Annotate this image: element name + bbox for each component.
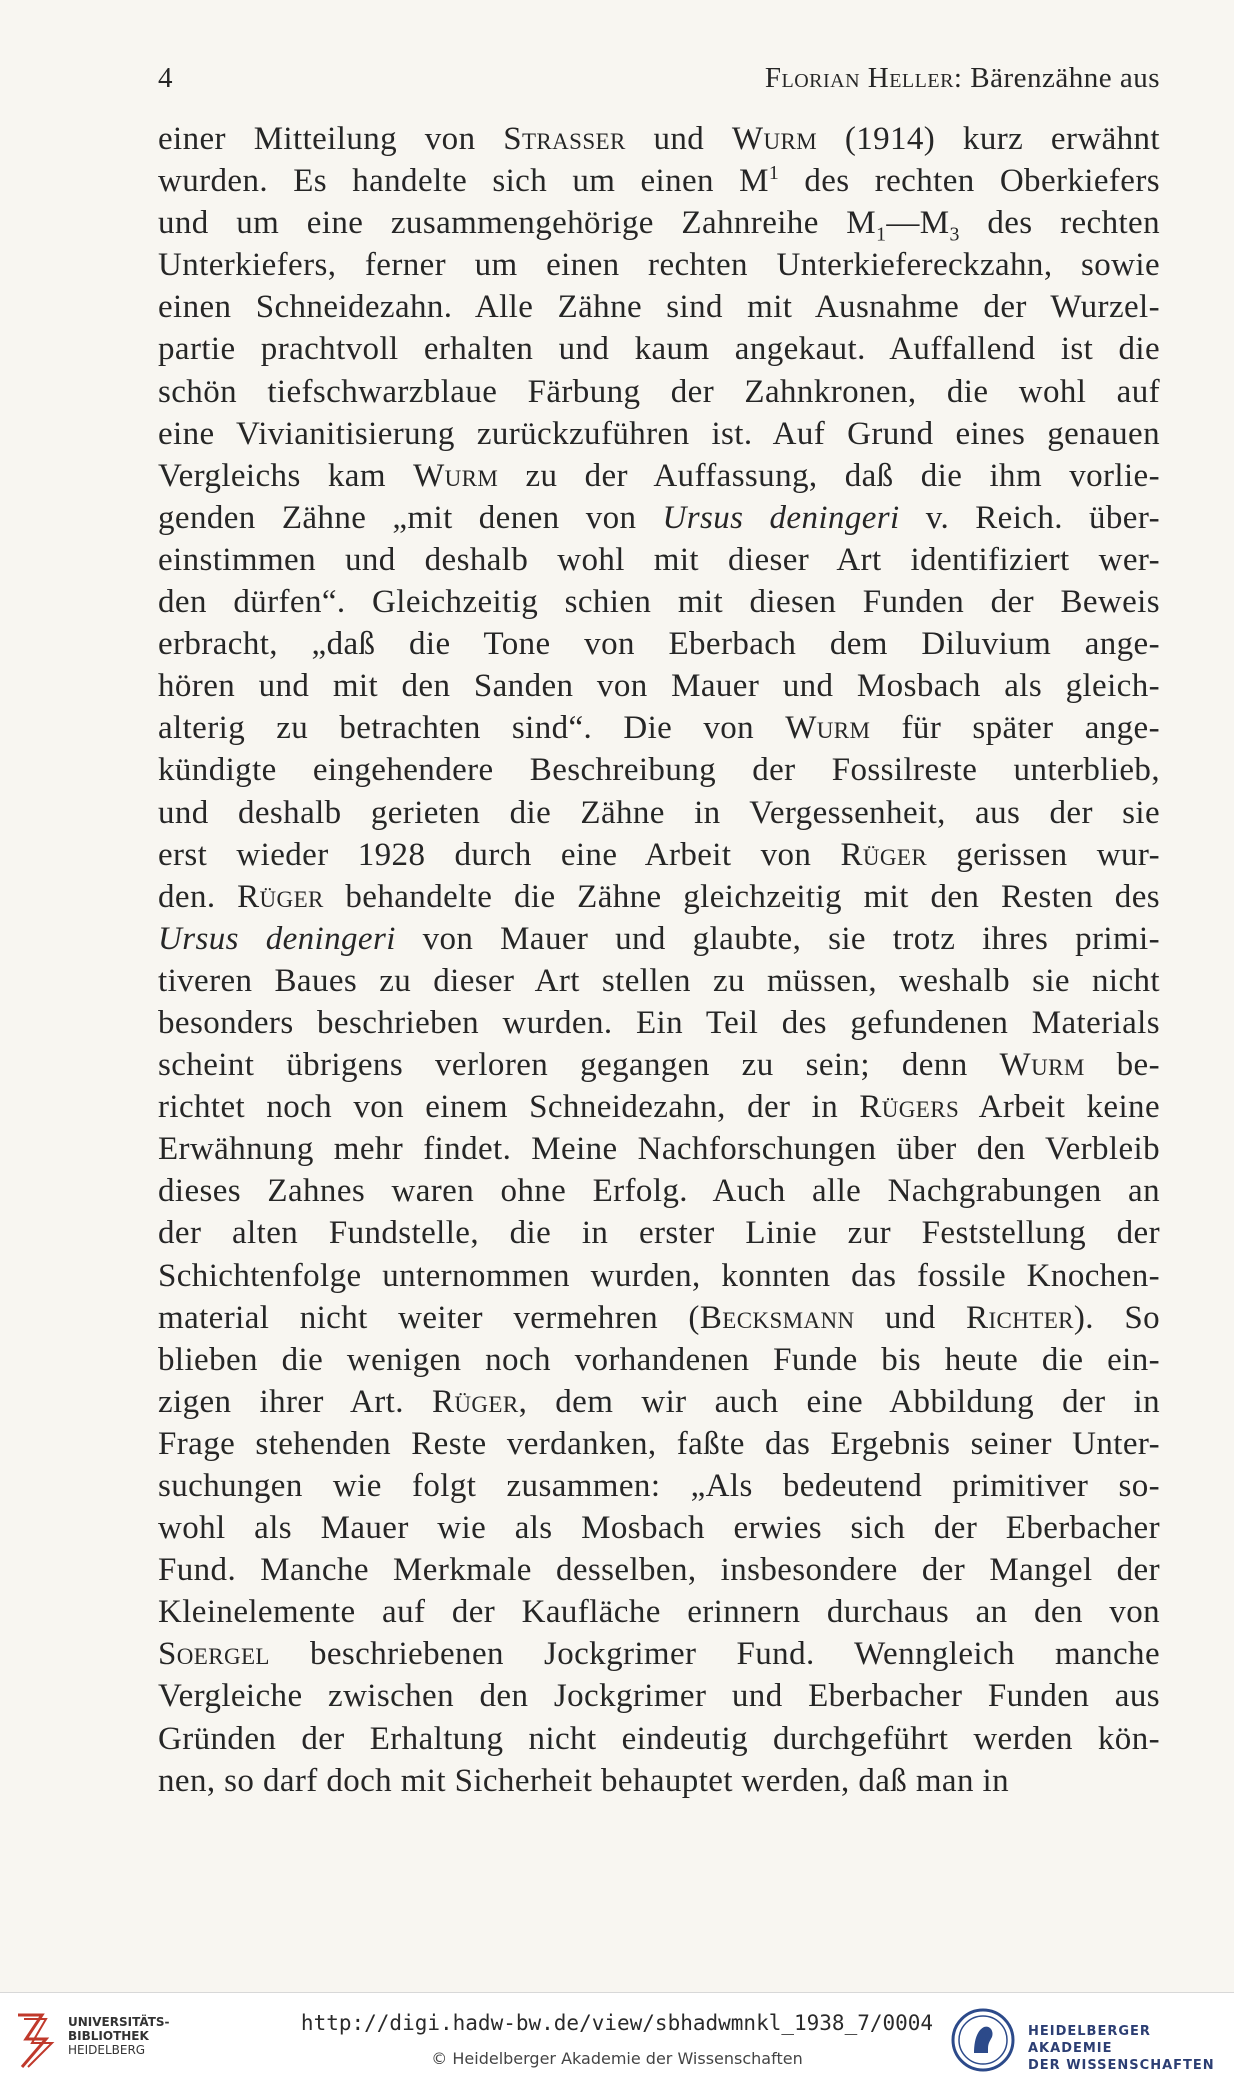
text-line: Ursus deningeri von Mauer und glaubte, sie trotz ihres primi- [158, 920, 1160, 957]
running-title-rest: Bärenzähne aus [962, 62, 1160, 94]
text-line: erbracht, „daß die Tone von Eberbach dem Diluvium ange- [158, 626, 1160, 663]
text-line: genden Zähne „mit denen von Ursus deningeri v. Reich. über- [158, 499, 1160, 536]
author-name: Wurm [413, 457, 499, 494]
text-line: Gründen der Erhaltung nicht eindeutig durchgeführt werden kön- [158, 1720, 1160, 1757]
copyright-notice: © Heidelberger Akademie der Wissenschaften [431, 2049, 803, 2068]
author-name: Richter [966, 1299, 1074, 1336]
text-line: Vergleichs kam Wurm zu der Auffassung, daß die ihm vorlie- [158, 457, 1160, 494]
text-line: der alten Fundstelle, die in erster Linie zur Feststellung der [158, 1215, 1160, 1252]
author-name: Rüger [431, 1383, 519, 1420]
permalink-link[interactable]: http://digi.hadw-bw.de/view/sbhadwmnkl_1938_7/0004 [300, 2011, 934, 2035]
text-line: besonders beschrieben wurden. Ein Teil des gefundenen Materials [158, 1004, 1160, 1041]
library-name: UNIVERSITÄTS- BIBLIOTHEK HEIDELBERG [68, 2015, 170, 2057]
text-line: suchungen wie folgt zusammen: „Als bedeutend primitiver so- [158, 1468, 1160, 1504]
author-name: Becksmann [699, 1299, 855, 1336]
text-line: zigen ihrer Art. Rüger, dem wir auch eine Abbildung der in [158, 1383, 1160, 1420]
digitization-footer [0, 1992, 1234, 2083]
text-line: Erwähnung mehr findet. Meine Nachforschungen über den Verbleib [158, 1131, 1160, 1168]
academy-name: HEIDELBERGER AKADEMIE DER WISSENSCHAFTEN [1028, 2024, 1215, 2073]
author-name: Rügers [859, 1089, 960, 1126]
text-line: partie prachtvoll erhalten und kaum angekaut. Auffallend ist die [158, 331, 1160, 368]
text-line: schön tiefschwarzblaue Färbung der Zahnkronen, die wohl auf [158, 373, 1160, 410]
running-title-colon: : [953, 62, 963, 94]
author-name: Wurm [999, 1047, 1085, 1084]
text-line: Fund. Manche Merkmale desselben, insbesondere der Mangel der [158, 1552, 1160, 1589]
text-line: Unterkiefers, ferner um einen rechten Unterkiefereckzahn, sowie [158, 247, 1160, 284]
species-name: Ursus deningeri [662, 499, 900, 536]
text-line: wohl als Mauer wie als Mosbach erwies sich der Eberbacher [158, 1510, 1160, 1547]
text-line: Kleinelemente auf der Kaufläche erinnern durchaus an den von [158, 1594, 1160, 1631]
page-number: 4 [158, 62, 173, 94]
text-line: hören und mit den Sanden von Mauer und Mosbach als gleich- [158, 668, 1160, 705]
author-name: Wurm [731, 121, 818, 157]
text-line: scheint übrigens verloren gegangen zu sein; denn Wurm be- [158, 1047, 1160, 1084]
page-header [158, 62, 1160, 106]
text-line: einstimmen und deshalb wohl mit dieser Art identifiziert wer- [158, 541, 1160, 578]
author-name: Soergel [158, 1636, 270, 1673]
text-line: richtet noch von einem Schneidezahn, der in Rügers Arbeit keine [158, 1089, 1160, 1126]
running-title-author: Florian Heller [764, 62, 954, 94]
body-text [158, 118, 1160, 1802]
author-name: Rüger [237, 878, 324, 915]
text-line: material nicht weiter vermehren (Becksmann und Richter). So [158, 1299, 1161, 1336]
text-line: Schichtenfolge unternommen wurden, konnten das fossile Knochen- [158, 1257, 1160, 1294]
text-line: erst wieder 1928 durch eine Arbeit von Rüger gerissen wur- [158, 836, 1160, 873]
running-title [765, 62, 1160, 95]
text-line: nen, so darf doch mit Sicherheit behauptet werden, daß man in [158, 1762, 1009, 1799]
text-line: den dürfen“. Gleichzeitig schien mit diesen Funden der Beweis [158, 584, 1160, 621]
text-line: alterig zu betrachten sind“. Die von Wurm für später ange- [158, 710, 1160, 747]
text-line: einer Mitteilung von Strasser und Wurm (1914) kurz erwähnt [158, 121, 1160, 157]
text-line: tiveren Baues zu dieser Art stellen zu müssen, weshalb sie nicht [158, 962, 1160, 999]
text-line: eine Vivianitisierung zurückzuführen ist. Auf Grund eines genauen [158, 415, 1160, 452]
author-name: Strasser [503, 121, 626, 157]
text-line: einen Schneidezahn. Alle Zähne sind mit Ausnahme der Wurzel- [158, 289, 1160, 326]
text-line: blieben die wenigen noch vorhandenen Funde bis heute die ein- [158, 1341, 1160, 1378]
text-line: den. Rüger behandelte die Zähne gleichzeitig mit den Resten des [158, 878, 1160, 915]
text-line: wurden. Es handelte sich um einen $M^1$ des rechten Oberkiefers [158, 162, 1160, 200]
text-line: und deshalb gerieten die Zähne in Vergessenheit, aus der sie [158, 794, 1160, 831]
text-line: kündigte eingehendere Beschreibung der Fossilreste unterblieb, [158, 752, 1160, 789]
text-line: dieses Zahnes waren ohne Erfolg. Auch alle Nachgrabungen an [158, 1173, 1160, 1210]
author-name: Wurm [785, 710, 871, 747]
author-name: Rüger [840, 836, 928, 873]
text-line: Soergel beschriebenen Jockgrimer Fund. Wenngleich manche [158, 1636, 1160, 1673]
text-line: Frage stehenden Reste verdanken, faßte das Ergebnis seiner Unter- [158, 1425, 1160, 1462]
academy-seal-icon[interactable] [950, 2007, 1016, 2073]
species-name: Ursus deningeri [158, 920, 396, 957]
text-line: und um eine zusammengehörige Zahnreihe $M_1—M_3$ des rechten [158, 205, 1160, 246]
text-line: Vergleiche zwischen den Jockgrimer und Eberbacher Funden aus [158, 1678, 1160, 1715]
